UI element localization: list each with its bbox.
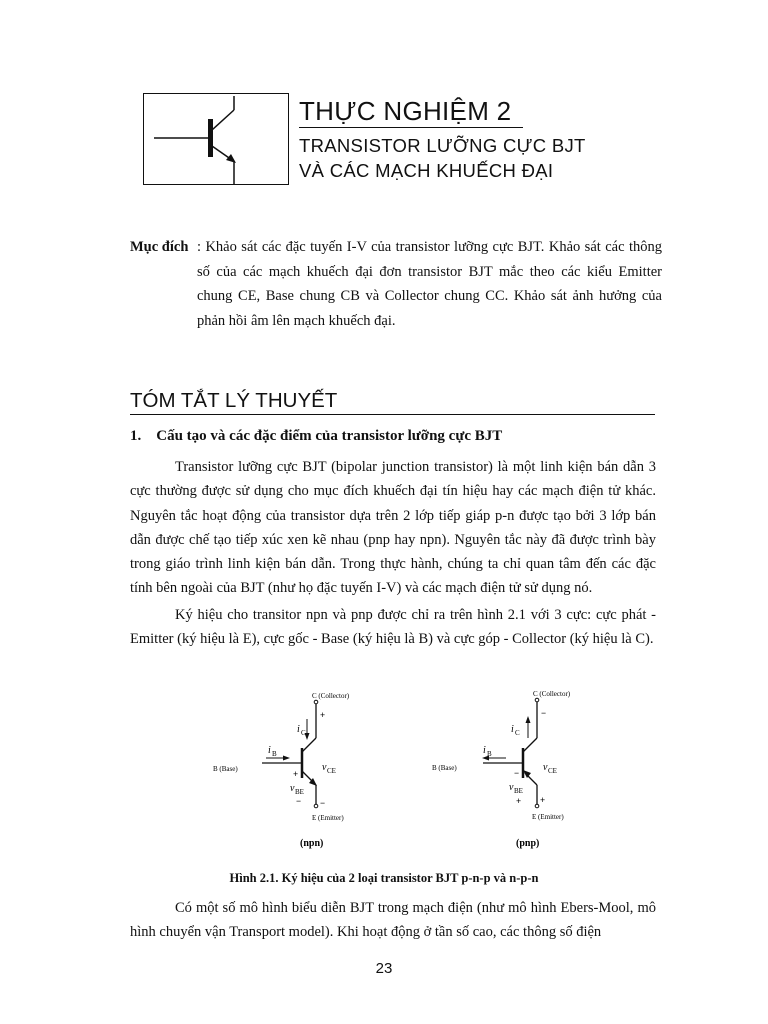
pnp-ib-label: i: [483, 745, 486, 756]
pnp-vbe-sub: BE: [514, 787, 523, 795]
transistor-symbol-icon: [144, 94, 290, 186]
npn-vbe-label: v: [290, 783, 295, 794]
npn-collector-label: C (Collector): [312, 692, 350, 700]
npn-vbe-sub: BE: [295, 788, 304, 796]
npn-ib-label: i: [268, 745, 271, 756]
chapter-subtitle-line-1: TRANSISTOR LƯỠNG CỰC BJT: [299, 135, 586, 156]
pnp-collector-minus: −: [541, 708, 547, 718]
purpose-block: [130, 235, 662, 333]
paragraph-3: [130, 896, 656, 945]
npn-ic-label: i: [297, 724, 300, 735]
page-number: 23: [375, 960, 393, 977]
paragraph-3-text: Có một số mô hình biểu diễn BJT trong mạch điện (như mô hình Ebers-Mool, mô hình chuyển vận Transport model). Khi hoạt động ở tần số cao, các thông số điện: [130, 900, 656, 941]
pnp-base-plus: +: [516, 796, 522, 806]
section-heading: TÓM TẮT LÝ THUYẾT: [130, 388, 655, 415]
pnp-transistor-diagram: [432, 690, 571, 849]
pnp-vbe-label: v: [509, 782, 514, 793]
npn-ib-sub: B: [272, 750, 277, 758]
npn-base-label: B (Base): [213, 765, 238, 773]
figure-caption: Hình 2.1. Ký hiệu của 2 loại transistor BJT p-n-p và n-p-n: [229, 871, 539, 885]
pnp-vce-label: v: [543, 762, 548, 773]
pnp-emitter-label: E (Emitter): [532, 813, 564, 821]
chapter-subtitle-line-2: VÀ CÁC MẠCH KHUẾCH ĐẠI: [299, 160, 554, 181]
subsection-heading: 1. Cấu tạo và các đặc điểm của transistor lưỡng cực BJT: [130, 428, 503, 444]
pnp-base-minus: −: [514, 768, 520, 778]
chapter-subtitle: [299, 133, 586, 183]
purpose-label: Mục đích: [130, 239, 189, 255]
pnp-ic-sub: C: [515, 729, 520, 737]
purpose-text: : Khảo sát các đặc tuyến I-V của transistor lưỡng cực BJT. Khảo sát các thông số của các mạch khuếch đại đơn transistor BJT mắc theo các kiểu Emitter chung CE, Base chung CB và Collector chung CC. Khảo sát ảnh hưởng của phản hồi âm lên mạch khuếch đại.: [197, 239, 662, 329]
pnp-vce-sub: CE: [548, 767, 557, 775]
npn-base-plus: +: [293, 769, 299, 779]
npn-ic-sub: C: [301, 729, 306, 737]
pnp-base-label: B (Base): [432, 764, 457, 772]
chapter-title: THỰC NGHIỆM 2: [299, 95, 523, 128]
npn-collector-plus: +: [320, 710, 326, 720]
paragraph-2: [130, 603, 656, 652]
paragraph-1-text: Transistor lưỡng cực BJT (bipolar junction transistor) là một linh kiện bán dẫn 3 cực thường được sử dụng cho mục đích khuếch đại tín hiệu hay các mạch điện tử khác. Nguyên tắc hoạt động của transistor dựa trên 2 lớp tiếp giáp p-n được tạo bởi 3 lớp bán dẫn được chế tạo tiếp xúc xen kẽ nhau (pnp hay npn). Nguyên tắc này đã được trình bày trong giáo trình linh kiện bán dẫn. Trong thực hành, chúng ta chỉ quan tâm đến các đặc tính bên ngoài của BJT (như họ đặc tuyến I-V) và các mạch điện tử sử dụng nó.: [130, 459, 656, 597]
npn-base-minus: −: [296, 796, 302, 806]
pnp-emitter-plus: +: [540, 795, 546, 805]
pnp-ic-label: i: [511, 724, 514, 735]
npn-vce-sub: CE: [327, 767, 336, 775]
paragraph-2-text: Ký hiệu cho transitor npn và pnp được chỉ ra trên hình 2.1 với 3 cực: cực phát - Emitter (ký hiệu là E), cực gốc - Base (ký hiệu là B) và cực góp - Collector (ký hiệu là C).: [130, 607, 656, 648]
pnp-ib-sub: B: [487, 750, 492, 758]
figure-2-1-transistor-symbols: [200, 686, 580, 854]
npn-vce-label: v: [322, 762, 327, 773]
npn-transistor-diagram: [213, 692, 350, 849]
header-transistor-logo: [143, 93, 289, 185]
pnp-caption: (pnp): [516, 838, 540, 849]
paragraph-1: [130, 455, 656, 601]
npn-caption: (npn): [300, 838, 324, 849]
npn-emitter-minus: −: [320, 798, 326, 808]
npn-emitter-label: E (Emitter): [312, 814, 344, 822]
pnp-collector-label: C (Collector): [533, 690, 571, 698]
